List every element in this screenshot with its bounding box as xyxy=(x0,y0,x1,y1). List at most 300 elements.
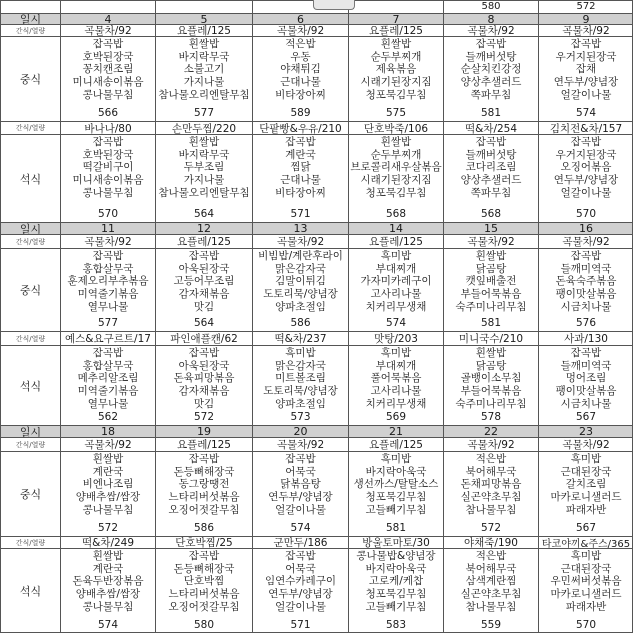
kcal-value: 578 xyxy=(480,411,502,424)
menu-item: 연두부/양념장 xyxy=(553,76,619,89)
kcal-value: 580 xyxy=(193,619,215,632)
date-label: 일시 xyxy=(19,222,42,234)
menu-item: 근대나물 xyxy=(280,174,321,187)
date-cell xyxy=(60,13,155,24)
lunch-snack-cell xyxy=(60,234,155,248)
menu-item: 닭곰탕 xyxy=(475,359,507,372)
dinner-menu-cell xyxy=(538,345,633,425)
kcal-value: 568 xyxy=(385,208,407,221)
date-cell xyxy=(538,222,633,234)
menu-item: 고사리나물 xyxy=(370,288,422,301)
dinner-menu-cell xyxy=(348,134,443,222)
dinner-menu-cell xyxy=(348,345,443,425)
menu-item: 시금치나물 xyxy=(560,300,612,313)
menu-item: 꽁치캔조림 xyxy=(82,63,134,76)
snack-label: 간식/열량 xyxy=(15,26,46,35)
snack-text: 타코야끼&주스/365 xyxy=(541,539,631,548)
date-cell xyxy=(443,222,538,234)
snack-text: 곡물차/92 xyxy=(562,25,610,36)
menu-item: 미역줄기볶음 xyxy=(77,288,139,301)
lunch-label: 중식 xyxy=(19,488,42,501)
menu-item: 감자채볶음 xyxy=(178,385,230,398)
lunch-snack-cell xyxy=(538,437,633,451)
menu-item: 미역줄기볶음 xyxy=(77,385,139,398)
lunch-label: 중식 xyxy=(19,284,42,297)
kcal-value: 577 xyxy=(193,107,215,120)
date-number: 14 xyxy=(389,222,403,234)
snack-label: 간식/열량 xyxy=(15,538,46,547)
menu-item: 파래자반 xyxy=(565,503,607,516)
menu-item: 동그랑땡전 xyxy=(178,478,230,491)
date-label-cell xyxy=(0,425,60,437)
date-cell xyxy=(60,425,155,437)
dinner-snack-cell xyxy=(155,331,252,345)
menu-item: 잡곡밥 xyxy=(285,453,316,465)
menu-item: 근대된장국 xyxy=(560,562,612,575)
menu-item: 적은밥 xyxy=(475,453,507,465)
menu-item: 콩나물무침 xyxy=(82,88,134,101)
menu-item: 적은밥 xyxy=(285,38,316,50)
menu-item: 훈제오리부추볶음 xyxy=(67,275,149,288)
menu-item: 흑미밥 xyxy=(380,453,412,465)
dinner-snack-cell xyxy=(538,121,633,134)
menu-item: 잡곡밥 xyxy=(188,453,220,465)
kcal-value: 574 xyxy=(385,317,407,330)
menu-item: 고들빼기무침 xyxy=(365,600,427,613)
snack-label-cell xyxy=(0,331,60,345)
menu-item: 양파초절임 xyxy=(275,397,326,410)
lunch-snack-cell xyxy=(443,24,538,36)
menu-item: 참나물오리엔탈무침 xyxy=(158,88,250,101)
lunch-menu-cell xyxy=(60,36,155,121)
menu-item: 콩나물무침 xyxy=(82,600,134,613)
menu-item: 맑은감자국 xyxy=(275,359,326,372)
snack-text: 곡물차/92 xyxy=(562,236,610,248)
kcal-value: 562 xyxy=(97,411,119,424)
menu-item: 잡곡밥 xyxy=(285,550,316,562)
kcal-value: 570 xyxy=(97,208,119,221)
date-cell xyxy=(348,222,443,234)
kcal-value: 574 xyxy=(290,522,311,535)
dinner-snack-cell xyxy=(60,121,155,134)
menu-item: 비엔나조림 xyxy=(82,478,134,491)
menu-item: 흰쌀밥 xyxy=(92,550,124,562)
lunch-snack-cell xyxy=(443,437,538,451)
menu-item: 계란국 xyxy=(92,562,124,575)
kcal-value: 574 xyxy=(575,107,597,120)
date-number: 8 xyxy=(487,13,495,24)
menu-item: 양배추쌈/쌈장 xyxy=(75,491,141,504)
date-number: 15 xyxy=(484,222,498,234)
lunch-snack-cell xyxy=(538,24,633,36)
lunch-menu-cell xyxy=(252,451,348,536)
menu-item: 미트볼조림 xyxy=(275,372,326,385)
snack-text: 야채죽/190 xyxy=(463,537,518,548)
top-strip-kcal: 572 xyxy=(576,1,596,12)
date-cell xyxy=(155,13,252,24)
dinner-menu-cell xyxy=(348,548,443,633)
snack-text: 곡물차/92 xyxy=(467,439,515,451)
menu-item: 흑미밥 xyxy=(380,250,412,262)
menu-item: 비타장아찌 xyxy=(275,88,326,101)
dinner-menu-cell xyxy=(60,548,155,633)
date-cell xyxy=(60,222,155,234)
menu-item: 골뱅이소무침 xyxy=(460,372,522,385)
menu-item: 실곤약초무침 xyxy=(460,491,522,504)
lunch-snack-cell xyxy=(252,24,348,36)
menu-item: 얼갈이나물 xyxy=(560,88,612,101)
menu-item: 미니새송이볶음 xyxy=(72,76,144,89)
menu-item: 비빔밥/계란후라이 xyxy=(258,250,343,262)
menu-item: 바지락아욱국 xyxy=(365,465,427,478)
dinner-snack-cell xyxy=(60,536,155,548)
snack-text: 곡물차/92 xyxy=(84,236,132,248)
dinner-menu-cell xyxy=(155,345,252,425)
dinner-menu-cell xyxy=(443,548,538,633)
menu-item: 들깨미역국 xyxy=(560,359,612,372)
dinner-snack-cell xyxy=(60,331,155,345)
lunch-menu-cell xyxy=(348,36,443,121)
date-number: 19 xyxy=(197,425,211,437)
menu-item: 호박된장국 xyxy=(82,148,134,161)
menu-item: 부대찌개 xyxy=(375,262,417,275)
menu-item: 숙주미나리무침 xyxy=(455,300,527,313)
menu-item: 잡곡밥 xyxy=(188,347,220,359)
kcal-value: 564 xyxy=(193,208,215,221)
dinner-menu-cell xyxy=(155,134,252,222)
menu-item: 부들어묵볶음 xyxy=(460,385,522,398)
date-number: 18 xyxy=(101,425,115,437)
date-label-cell xyxy=(0,222,60,234)
dinner-menu-cell xyxy=(443,345,538,425)
lunch-menu-cell xyxy=(443,36,538,121)
menu-item: 맛김 xyxy=(193,300,215,313)
kcal-value: 571 xyxy=(290,208,311,221)
menu-item: 잡곡밥 xyxy=(475,136,507,148)
header-emblem xyxy=(313,0,355,10)
menu-item: 쪽파무침 xyxy=(470,88,512,101)
menu-item: 치커리무생채 xyxy=(365,397,427,410)
menu-item: 양상추샐러드 xyxy=(460,174,522,187)
menu-item: 실곤약초무침 xyxy=(460,588,522,601)
menu-item: 야채튀김 xyxy=(280,63,321,76)
menu-item: 흰쌀밥 xyxy=(380,136,412,148)
kcal-value: 583 xyxy=(385,619,407,632)
menu-item: 느타리버섯볶음 xyxy=(168,588,240,601)
menu-item: 잡곡밥 xyxy=(92,250,124,262)
menu-item: 도토리묵/양념장 xyxy=(263,385,338,398)
menu-item: 제육볶음 xyxy=(375,63,417,76)
snack-label-cell xyxy=(0,536,60,548)
lunch-menu-cell xyxy=(443,451,538,536)
menu-item: 흰쌀밥 xyxy=(475,347,507,359)
menu-item: 어묵국 xyxy=(285,562,316,575)
lunch-snack-cell xyxy=(538,234,633,248)
menu-item: 떡갈비구이 xyxy=(82,161,134,174)
menu-item: 양상추샐러드 xyxy=(460,76,522,89)
date-cell xyxy=(348,13,443,24)
menu-item: 비타장아찌 xyxy=(275,186,326,199)
menu-item: 잡곡밥 xyxy=(92,136,124,148)
menu-item: 잡곡밥 xyxy=(92,347,124,359)
lunch-snack-cell xyxy=(155,437,252,451)
menu-item: 잡곡밥 xyxy=(570,250,602,262)
menu-item: 흰쌀밥 xyxy=(188,136,220,148)
dinner-label-cell xyxy=(0,548,60,633)
menu-item: 흰쌀밥 xyxy=(380,38,412,50)
menu-item: 감자채볶음 xyxy=(178,288,230,301)
menu-item: 청포묵김무침 xyxy=(365,588,427,601)
menu-item: 고등어무조림 xyxy=(173,275,235,288)
menu-item: 시래기된장지짐 xyxy=(360,174,432,187)
menu-item: 근대된장국 xyxy=(560,465,612,478)
lunch-snack-cell xyxy=(252,234,348,248)
date-number: 5 xyxy=(200,13,208,24)
menu-item: 생선까스/탈탈소스 xyxy=(353,478,439,491)
menu-item: 흰쌀밥 xyxy=(475,250,507,262)
menu-item: 임연수카레구이 xyxy=(264,575,336,588)
menu-item: 도토리묵/양념장 xyxy=(263,288,338,301)
lunch-menu-cell xyxy=(538,248,633,331)
date-cell xyxy=(348,425,443,437)
menu-item: 계란국 xyxy=(285,148,316,161)
top-strip-kcal-cell xyxy=(60,0,155,13)
snack-text: 떡&차/249 xyxy=(81,537,135,548)
menu-item: 잡곡밥 xyxy=(570,347,602,359)
menu-item: 순두부찌개 xyxy=(370,50,422,63)
date-cell xyxy=(538,425,633,437)
top-strip-kcal-cell xyxy=(155,0,252,13)
snack-text: 사과/130 xyxy=(564,333,608,345)
date-cell xyxy=(538,13,633,24)
menu-item: 얼갈이나물 xyxy=(275,503,326,516)
date-label: 일시 xyxy=(19,13,42,24)
dinner-snack-cell xyxy=(538,536,633,548)
snack-text: 요플레/125 xyxy=(176,236,231,248)
snack-text: 곡물차/92 xyxy=(84,25,132,36)
dinner-snack-cell xyxy=(348,121,443,134)
lunch-snack-cell xyxy=(348,437,443,451)
date-number: 12 xyxy=(197,222,211,234)
lunch-menu-cell xyxy=(252,248,348,331)
dinner-menu-cell xyxy=(443,134,538,222)
menu-item: 삼색계란찜 xyxy=(465,575,517,588)
lunch-label: 중식 xyxy=(19,73,42,86)
menu-item: 우민써버섯볶음 xyxy=(550,575,622,588)
snack-text: 떡&차/254 xyxy=(464,122,518,134)
lunch-menu-cell xyxy=(443,248,538,331)
lunch-label-cell xyxy=(0,451,60,536)
menu-item: 가자미카레구이 xyxy=(360,275,432,288)
lunch-menu-cell xyxy=(60,451,155,536)
dinner-snack-cell xyxy=(252,331,348,345)
menu-item: 연두부/양념장 xyxy=(553,174,619,187)
menu-item: 들깨미역국 xyxy=(560,262,612,275)
kcal-value: 572 xyxy=(193,411,215,424)
menu-item: 들깨버섯탕 xyxy=(465,50,517,63)
menu-item: 열무나물 xyxy=(87,300,129,313)
lunch-snack-cell xyxy=(252,437,348,451)
menu-item: 계란국 xyxy=(92,465,124,478)
menu-item: 순두부찌개 xyxy=(370,148,422,161)
menu-item: 캣잎배출전 xyxy=(465,275,517,288)
menu-item: 숙주미나리무침 xyxy=(455,397,527,410)
menu-item: 북어해무국 xyxy=(465,562,517,575)
dinner-snack-cell xyxy=(443,536,538,548)
menu-item: 콩나물밥&양념장 xyxy=(356,550,436,562)
menu-item: 우거지된장국 xyxy=(555,148,617,161)
date-cell xyxy=(443,13,538,24)
kcal-value: 581 xyxy=(480,317,502,330)
menu-item: 고사리나물 xyxy=(370,385,422,398)
menu-item: 잡곡밥 xyxy=(285,136,316,148)
menu-item: 참나물무침 xyxy=(465,600,517,613)
dinner-label: 석식 xyxy=(19,172,42,186)
kcal-value: 572 xyxy=(97,522,119,535)
menu-item: 흑미밥 xyxy=(570,453,602,465)
menu-item: 연두부/양념장 xyxy=(268,491,333,504)
menu-item: 맛김 xyxy=(193,397,215,410)
menu-item: 적은밥 xyxy=(475,550,507,562)
menu-item: 돈육두반장볶음 xyxy=(72,575,144,588)
date-cell xyxy=(155,425,252,437)
kcal-value: 574 xyxy=(97,619,119,632)
menu-item: 바지락무국 xyxy=(178,148,230,161)
dinner-label: 석식 xyxy=(19,379,42,393)
menu-item: 참나물무침 xyxy=(465,503,517,516)
snack-text: 곡물차/92 xyxy=(467,236,515,248)
lunch-label-cell xyxy=(0,36,60,121)
menu-item: 닭볶음탕 xyxy=(280,478,321,491)
date-number: 11 xyxy=(101,222,115,234)
snack-text: 단호박죽/106 xyxy=(363,122,429,134)
menu-item: 닭곰탕 xyxy=(475,262,507,275)
snack-text: 곡물차/92 xyxy=(276,439,325,451)
menu-item: 참나물오리엔탈무침 xyxy=(158,186,250,199)
lunch-menu-cell xyxy=(60,248,155,331)
menu-item: 쪽파무침 xyxy=(470,186,512,199)
date-number: 21 xyxy=(389,425,403,437)
menu-item: 양배추쌈/쌈장 xyxy=(75,588,141,601)
menu-item: 얼갈이나물 xyxy=(560,186,612,199)
top-strip-kcal-cell xyxy=(443,0,538,13)
date-label-cell xyxy=(0,13,60,24)
menu-item: 바지락무국 xyxy=(178,50,230,63)
dinner-menu-cell xyxy=(155,548,252,633)
lunch-menu-cell xyxy=(538,36,633,121)
kcal-value: 573 xyxy=(290,411,311,424)
lunch-menu-cell xyxy=(155,451,252,536)
menu-item: 김말이튀김 xyxy=(275,275,326,288)
top-strip-kcal-cell xyxy=(348,0,443,13)
date-number: 4 xyxy=(104,13,112,24)
menu-item: 잡곡밥 xyxy=(570,38,602,50)
date-number: 7 xyxy=(392,13,400,24)
menu-item: 잡곡밥 xyxy=(188,250,220,262)
snack-text: 맛탕/203 xyxy=(374,333,418,345)
menu-item: 브로콜리새우살볶음 xyxy=(350,161,442,174)
menu-item: 청포묵김무침 xyxy=(365,88,427,101)
dinner-snack-cell xyxy=(252,536,348,548)
menu-item: 얼갈이나물 xyxy=(275,600,326,613)
menu-item: 갈치조림 xyxy=(565,478,607,491)
menu-item: 시래기된장지짐 xyxy=(360,76,432,89)
menu-item: 들깨버섯탕 xyxy=(465,148,517,161)
snack-text: 요플레/125 xyxy=(368,25,423,36)
lunch-menu-cell xyxy=(348,248,443,331)
menu-item: 흑미밥 xyxy=(380,347,412,359)
menu-item: 어묵국 xyxy=(285,465,316,478)
dinner-snack-cell xyxy=(538,331,633,345)
dinner-menu-cell xyxy=(538,134,633,222)
snack-text: 손만두찜/220 xyxy=(171,122,237,134)
date-cell xyxy=(252,222,348,234)
menu-item: 우동 xyxy=(290,50,311,63)
menu-item: 호박된장국 xyxy=(82,50,134,63)
menu-item: 팽이맛살볶음 xyxy=(555,385,617,398)
menu-item: 맑은감자국 xyxy=(275,262,326,275)
snack-text: 곡물차/92 xyxy=(562,439,610,451)
kcal-value: 570 xyxy=(575,208,597,221)
dinner-snack-cell xyxy=(155,536,252,548)
snack-text: 방울토마토/30 xyxy=(362,537,430,548)
snack-text: 미니국수/210 xyxy=(458,333,524,345)
kcal-value: 586 xyxy=(193,522,215,535)
menu-item: 시금치나물 xyxy=(560,397,612,410)
dinner-label-cell xyxy=(0,134,60,222)
menu-item: 북어해무국 xyxy=(465,465,517,478)
kcal-value: 559 xyxy=(480,619,502,632)
kcal-value: 581 xyxy=(385,522,407,535)
lunch-snack-cell xyxy=(60,24,155,36)
snack-text: 단호박찜/25 xyxy=(175,537,233,548)
lunch-menu-cell xyxy=(155,36,252,121)
menu-item: 가지나물 xyxy=(183,76,225,89)
date-number: 23 xyxy=(579,425,593,437)
snack-label: 간식/열량 xyxy=(15,334,46,343)
snack-label: 간식/열량 xyxy=(15,237,46,246)
menu-item: 양파초절임 xyxy=(275,300,326,313)
menu-item: 흑미밥 xyxy=(285,347,316,359)
snack-text: 김치전&차/157 xyxy=(549,122,623,134)
menu-item: 흰쌀밥 xyxy=(92,453,124,465)
dinner-label-cell xyxy=(0,345,60,425)
menu-item: 가지나물 xyxy=(183,174,225,187)
lunch-label-cell xyxy=(0,248,60,331)
menu-item: 부대찌개 xyxy=(375,359,417,372)
kcal-value: 567 xyxy=(575,411,597,424)
dinner-menu-cell xyxy=(60,345,155,425)
kcal-value: 566 xyxy=(97,107,119,120)
date-number: 6 xyxy=(297,13,304,24)
date-cell xyxy=(443,425,538,437)
dinner-menu-cell xyxy=(60,134,155,222)
menu-item: 단호박찜 xyxy=(183,575,225,588)
snack-label-cell xyxy=(0,437,60,451)
lunch-snack-cell xyxy=(348,234,443,248)
snack-text: 요플레/125 xyxy=(368,236,423,248)
menu-item: 돈등뼈해장국 xyxy=(173,465,235,478)
kcal-value: 571 xyxy=(290,619,311,632)
menu-item: 홍합살무국 xyxy=(82,359,134,372)
dinner-snack-cell xyxy=(443,121,538,134)
menu-item: 아욱된장국 xyxy=(178,262,230,275)
snack-label: 간식/열량 xyxy=(15,124,46,132)
date-label: 일시 xyxy=(19,425,42,437)
snack-label-cell xyxy=(0,121,60,134)
snack-text: 예스&요구르트/17 xyxy=(65,333,151,345)
lunch-snack-cell xyxy=(348,24,443,36)
